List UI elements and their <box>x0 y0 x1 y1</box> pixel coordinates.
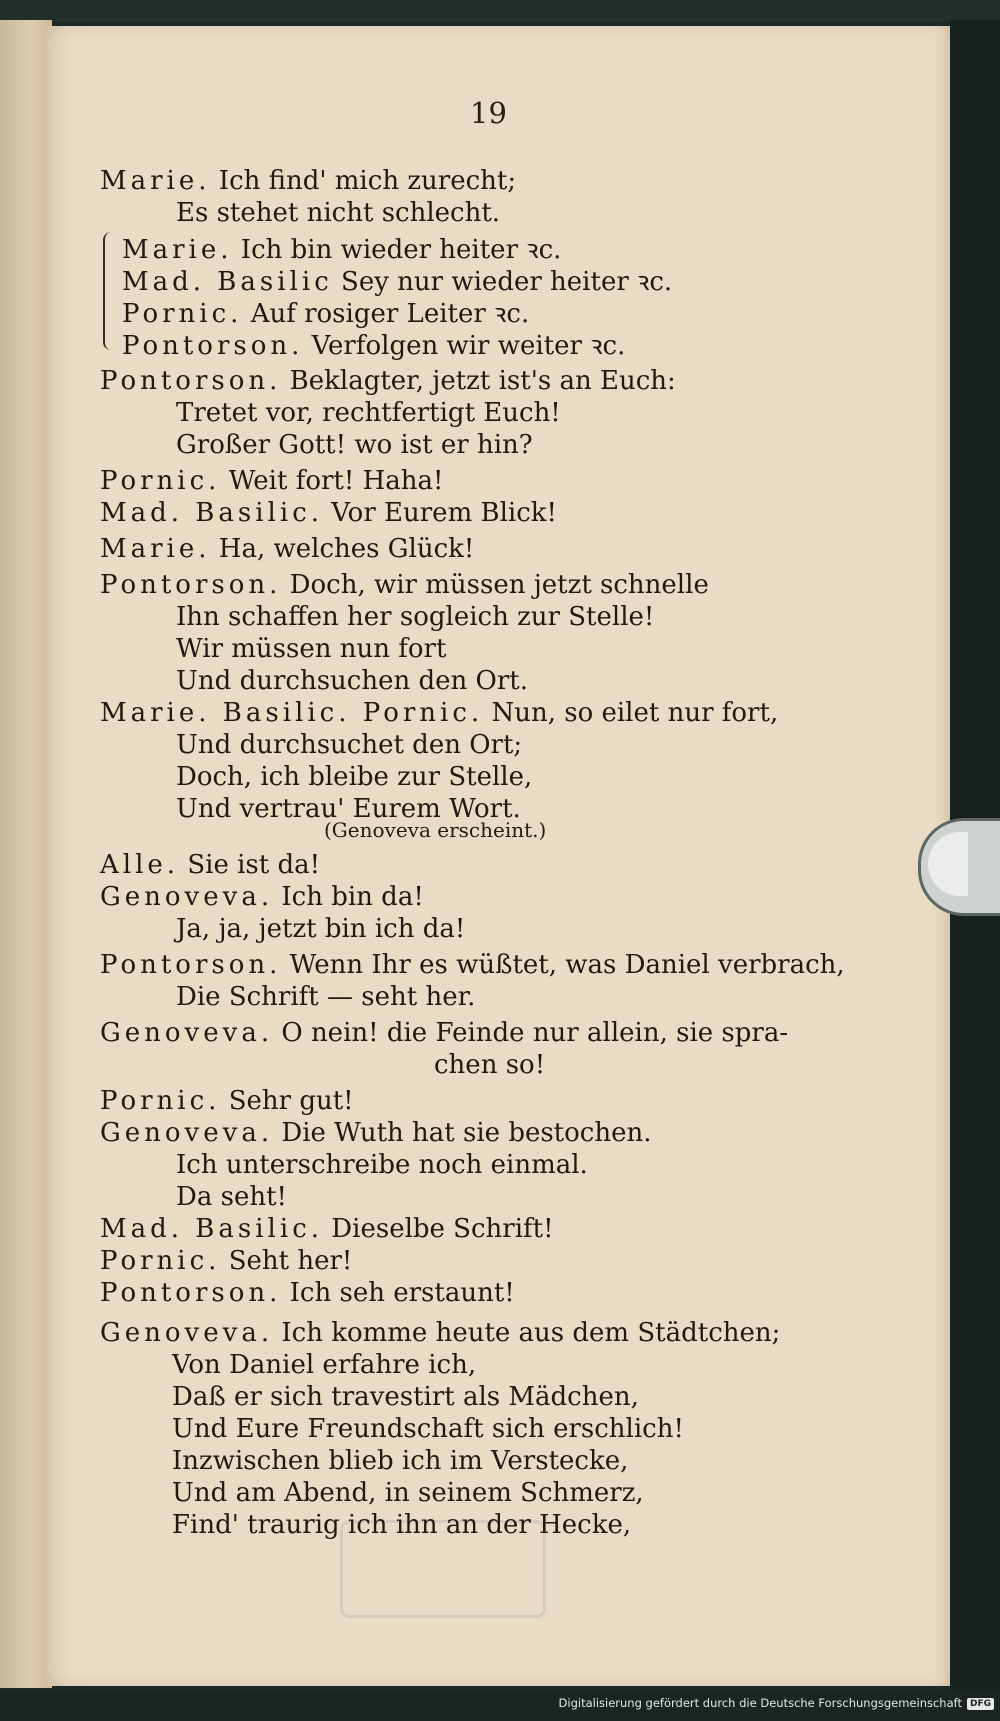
digitization-credit: Digitalisierung gefördert durch die Deutsche Forschungsgemeinschaft <box>558 1696 962 1710</box>
text-line: Großer Gott! wo ist er hin? <box>176 430 533 460</box>
text-line: Mad. Basilic Sey nur wieder heiter ꝛc. <box>122 267 673 297</box>
text-line: Ihn schaffen her sogleich zur Stelle! <box>176 602 655 632</box>
text-line: Marie. Ha, welches Glück! <box>100 534 475 564</box>
text-line: Pornic. Auf rosiger Leiter ꝛc. <box>122 299 530 329</box>
text-line: Genoveva. Ich komme heute aus dem Städtchen; <box>100 1318 781 1348</box>
text-line: Marie. Ich find' mich zurecht; <box>100 166 517 196</box>
text-line: Genoveva. Die Wuth hat sie bestochen. <box>100 1118 652 1148</box>
text-line: Da seht! <box>176 1182 287 1212</box>
text-line: Pornic. Sehr gut! <box>100 1086 354 1116</box>
text-line: Daß er sich travestirt als Mädchen, <box>172 1382 639 1412</box>
text-line: Und Eure Freundschaft sich erschlich! <box>172 1414 684 1444</box>
text-line: Es stehet nicht schlecht. <box>176 198 501 228</box>
text-line: Genoveva. O nein! die Feinde nur allein, sie spra- <box>100 1018 789 1048</box>
text-line: Inzwischen blieb ich im Verstecke, <box>172 1446 629 1476</box>
text-line: Und am Abend, in seinem Schmerz, <box>172 1478 644 1508</box>
text-line: Tretet vor, rechtfertigt Euch! <box>176 398 561 428</box>
text-line: Mad. Basilic. Vor Eurem Blick! <box>100 498 557 528</box>
text-line: Pontorson. Verfolgen wir weiter ꝛc. <box>122 331 626 361</box>
text-line: Ich unterschreibe noch einmal. <box>176 1150 588 1180</box>
text-line: Pontorson. Ich seh erstaunt! <box>100 1278 515 1308</box>
page-gutter <box>0 20 52 1688</box>
text-line: Genoveva. Ich bin da! <box>100 882 424 912</box>
bracket-marker <box>103 232 115 350</box>
text-line: Marie. Basilic. Pornic. Nun, so eilet nur fort, <box>100 698 779 728</box>
text-line: Die Schrift — seht her. <box>176 982 476 1012</box>
text-line: Marie. Ich bin wieder heiter ꝛc. <box>122 235 562 265</box>
text-line: Pontorson. Wenn Ihr es wüßtet, was Daniel verbrach, <box>100 950 845 980</box>
text-line: Pornic. Weit fort! Haha! <box>100 466 444 496</box>
text-line: Pontorson. Doch, wir müssen jetzt schnelle <box>100 570 709 600</box>
stage-direction: (Genoveva erscheint.) <box>324 818 547 842</box>
text-line: Von Daniel erfahre ich, <box>172 1350 477 1380</box>
text-line: Und durchsuchet den Ort; <box>176 730 523 760</box>
text-line: Doch, ich bleibe zur Stelle, <box>176 762 533 792</box>
text-line: Alle. Sie ist da! <box>100 850 321 880</box>
text-line: Mad. Basilic. Dieselbe Schrift! <box>100 1214 554 1244</box>
text-line: Ja, ja, jetzt bin ich da! <box>176 914 466 944</box>
text-line: Pornic. Seht her! <box>100 1246 353 1276</box>
text-line: Und vertrau' Eurem Wort. <box>176 794 521 824</box>
text-line: chen so! <box>434 1050 546 1080</box>
dfg-logo: DFG <box>967 1698 994 1710</box>
page-number: 19 <box>470 96 507 130</box>
scanner-frame-top <box>0 0 1000 22</box>
text-line: Find' traurig ich ihn an der Hecke, <box>172 1510 632 1540</box>
text-line: Pontorson. Beklagter, jetzt ist's an Euch: <box>100 366 676 396</box>
text-line: Und durchsuchen den Ort. <box>176 666 528 696</box>
text-line: Wir müssen nun fort <box>176 634 447 664</box>
